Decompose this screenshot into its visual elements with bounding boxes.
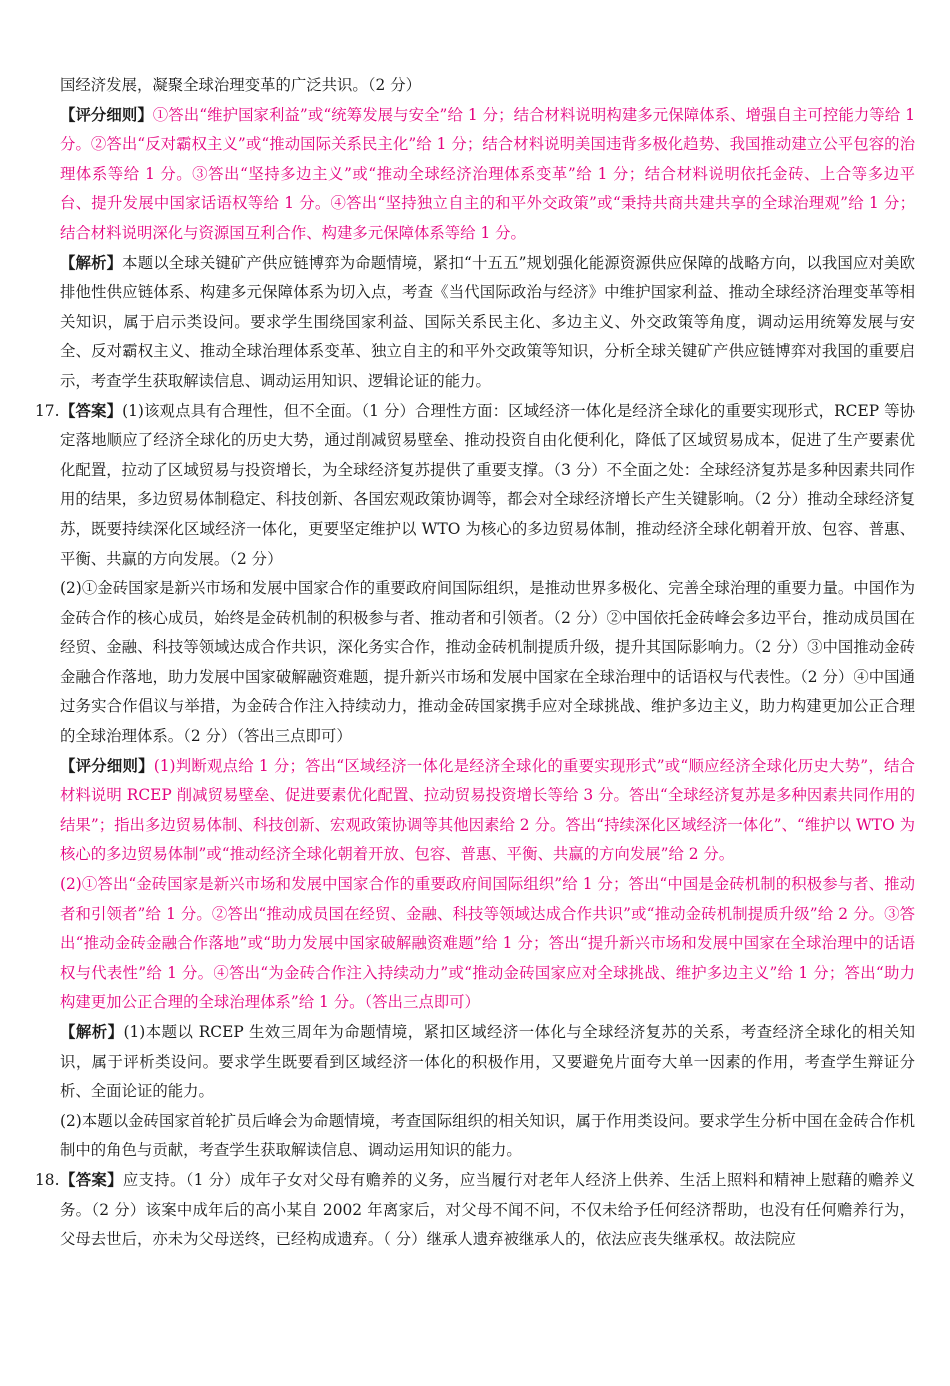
question-17 xyxy=(35,397,915,1166)
question-number: 17. xyxy=(35,401,60,420)
question-18 xyxy=(35,1166,915,1255)
q16-scoring xyxy=(35,101,915,249)
q16-answer-tail: 国经济发展，凝聚全球治理变革的广泛共识。（2 分） xyxy=(60,76,421,94)
scoring-tag: 【评分细则】 xyxy=(60,105,153,124)
scoring-tag: 【评分细则】 xyxy=(60,756,154,775)
q18-answer: 【答案】应支持。（1 分）成年子女对父母有赡养的义务，应当履行对老年人经济上供养、生活上照料和精神上慰藉的赡养义务。（2 分）该案中成年后的高小某自 2002 年离家后，对父母不闻不问，不仅未给予任何经济帮助，也没有任何赡养行为，父母去世后，亦未为父母送终，已经构成遗弃。（ 分）继承人遗弃被继承人的，依法应丧失继承权。故法院应 xyxy=(60,1170,915,1249)
q16-analysis xyxy=(35,249,915,397)
q17-scoring-1: 【评分细则】(1)判断观点给 1 分；答出“区域经济一体化是经济全球化的重要实现形式”或“顺应经济全球化历史大势”，结合材料说明 RCEP 削减贸易壁垒、促进要素优化配置、拉动贸易投资增长等给 3 分。答出“全球经济复苏是多种因素共同作用的结果”；指出多边贸易体制、科技创新、宏观政策协调等其他因素给 2 分。答出“持续深化区域经济一体化”、“维护以 WTO 为核心的多边贸易体制”或“推动经济全球化朝着开放、包容、普惠、平衡、共赢的方向发展”给 2 分。 xyxy=(60,756,915,864)
q17-scoring-2: (2)①答出“金砖国家是新兴市场和发展中国家合作的重要政府间国际组织”给 1 分；答出“中国是金砖机制的积极参与者、推动者和引领者”给 1 分。②答出“推动成员国在经贸、金融、科技等领域达成合作共识”或“推动金砖机制提质升级”给 2 分。③答出“推动金砖金融合作落地”或“助力发展中国家破解融资难题”给 1 分；答出“提升新兴市场和发展中国家在全球治理中的话语权与代表性”给 1 分。④答出“为金砖合作注入持续动力”或“推动金砖国家应对全球挑战、维护多边主义”给 1 分；答出“助力构建更加公正合理的全球治理体系”给 1 分。（答出三点即可） xyxy=(60,875,915,1012)
question-18-body xyxy=(60,1166,915,1255)
q17-analysis-2: (2)本题以金砖国家首轮扩员后峰会为命题情境，考查国际组织的相关知识，属于作用类设问。要求学生分析中国在金砖合作机制中的角色与贡献，考查学生获取解读信息、调动运用知识的能力。 xyxy=(60,1111,915,1160)
analysis-tag: 【解析】 xyxy=(60,1023,124,1041)
answer-tag: 【答案】 xyxy=(60,1170,123,1189)
document-page xyxy=(35,0,915,1255)
answer-tag: 【答案】 xyxy=(60,401,123,420)
analysis-tag: 【解析】 xyxy=(60,253,123,272)
q17-answer-1: 【答案】(1)该观点具有合理性，但不全面。（1 分）合理性方面：区域经济一体化是经济全球化的重要实现形式，RCEP 等协定落地顺应了经济全球化的历史大势，通过削减贸易壁垒、推动投资自由化便利化，降低了区域贸易成本，促进了生产要素优化配置，拉动了区域贸易与投资增长，为全球经济复苏提供了重要支撑。（3 分）不全面之处：全球经济复苏是多种因素共同作用的结果，多边贸易体制稳定、科技创新、各国宏观政策协调等，都会对全球经济增长产生关键影响。（2 分）推动全球经济复苏，既要持续深化区域经济一体化，更要坚定维护以 WTO 为核心的多边贸易体制，推动经济全球化朝着开放、包容、普惠、平衡、共赢的方向发展。（2 分） xyxy=(60,401,915,568)
question-17-body xyxy=(60,397,915,1166)
analysis-text: 本题以全球关键矿产供应链博弈为命题情境，紧扣“十五五”规划强化能源资源供应保障的战略方向，以我国应对美欧排他性供应链体系、构建多元保障体系为切入点，考查《当代国际政治与经济》中维护国家利益、推动全球经济治理变革等相关知识，属于启示类设问。要求学生围绕国家利益、国际关系民主化、多边主义、外交政策等角度，调动运用统筹发展与安全、反对霸权主义、推动全球治理体系变革、独立自主的和平外交政策等知识，分析全球关键矿产供应链博弈对我国的重要启示，考查学生获取解读信息、调动运用知识、逻辑论证的能力。 xyxy=(60,253,915,390)
q17-answer-2: (2)①金砖国家是新兴市场和发展中国家合作的重要政府间国际组织，是推动世界多极化、完善全球治理的重要力量。中国作为金砖合作的核心成员，始终是金砖机制的积极参与者、推动者和引领者。（2 分）②中国依托金砖峰会多边平台，推动成员国在经贸、金融、科技等领域达成合作共识，深化务实合作，推动金砖机制提质升级，提升其国际影响力。（2 分）③中国推动金砖金融合作落地，助力发展中国家破解融资难题，提升新兴市场和发展中国家在全球治理中的话语权与代表性。（2 分）④中国通过务实合作倡议与举措，为金砖合作注入持续动力，推动金砖国家携手应对全球挑战、维护多边主义，助力构建更加公正合理的全球治理体系。（2 分）（答出三点即可） xyxy=(60,579,915,746)
scoring-text: ①答出“维护国家利益”或“统筹发展与安全”给 1 分；结合材料说明构建多元保障体系、增强自主可控能力等给 1 分。②答出“反对霸权主义”或“推动国际关系民主化”给 1 分；结合材料说明美国违背多极化趋势、我国推动建立公平包容的治理体系等给 1 分。③答出“坚持多边主义”或“推动全球经济治理体系变革”给 1 分；结合材料说明依托金砖、上合等多边平台、提升发展中国家话语权等给 1 分。④答出“坚持独立自主的和平外交政策”或“秉持共商共建共享的全球治理观”给 1 分；结合材料说明深化与资源国互利合作、构建多元保障体系等给 1 分。 xyxy=(60,105,915,242)
q17-analysis-1: 【解析】(1)本题以 RCEP 生效三周年为命题情境，紧扣区域经济一体化与全球经济复苏的关系，考查经济全球化的相关知识，属于评析类设问。要求学生既要看到区域经济一体化的积极作用，又要避免片面夸大单一因素的作用，考查学生辩证分析、全面论证的能力。 xyxy=(60,1023,915,1101)
question-number: 18. xyxy=(35,1170,60,1189)
